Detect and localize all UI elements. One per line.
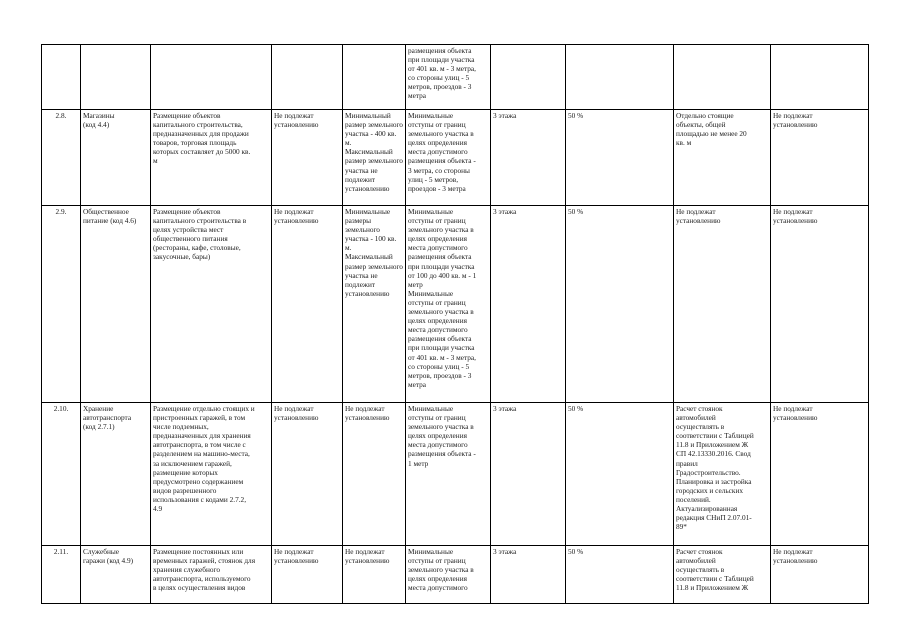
table-row [42,403,869,546]
zoning-regulations-table [41,44,869,604]
use-description-cell: Размещение отдельно стоящих и пристроенных гаражей, в том числе подземных, предназначенных для хранения автотранспорта, в том числе с разделением на машино-места, за исключением гаражей, размещение которых предусмотрено содержанием видов разрешенного использования с кодами 2.7.2, 4.9 [151,403,272,546]
use-name-cell: Магазины (код 4.4) [81,110,151,206]
use-description-cell: Размещение объектов капитального строительства в целях устройства мест общественного питания (рестораны, кафе, столовые, закусочные, бары) [151,206,272,403]
coverage-cell [566,45,674,110]
setbacks-cell: Минимальные отступы от границ земельного участка в целях определения места допустимого размещения объекта - 3 метра, со стороны улиц - 5 метров, проездов - 3 метра [406,110,491,206]
parking-cell: Отдельно стоящие объекты, общей площадью не менее 20 кв. м [674,110,771,206]
floors-cell [491,45,566,110]
restrictions-cell: Не подлежат установлению [771,546,869,604]
setbacks-cell: Минимальные отступы от границ земельного участка в целях определения места допустимого размещения объекта при площади участка от 100 до 400 кв. м - 1 метр Минимальные отступы от границ земельного участка в целях определения места допустимого размещения объекта при площади участка от 401 кв. м - 3 метра, со стороны улиц - 5 метров, проездов - 3 метра [406,206,491,403]
plot-size-cell: Не подлежат установлению [343,403,406,546]
table-row [42,45,869,110]
parking-cell: Расчет стоянок автомобилей осуществлять в соответствии с Таблицей 11.8 и Приложением Ж СП 42.13330.2016. Свод правил Градостроительство. Планировка и застройка городских и сельских поселений. Актуализированная редакция СНиП 2.07.01- 89* [674,403,771,546]
restrictions-cell: Не подлежат установлению [771,403,869,546]
setbacks-cell: Минимальные отступы от границ земельного участка в целях определения места допустимого размещения объекта - 1 метр [406,403,491,546]
floors-cell: 3 этажа [491,546,566,604]
restrictions-cell: Не подлежат установлению [771,110,869,206]
setbacks-cell: Минимальные отступы от границ земельного участка в целях определения места допустимого [406,546,491,604]
restrictions-cell: Не подлежат установлению [771,206,869,403]
table-row [42,546,869,604]
plot-size-cell: Минимальные размеры земельного участка - 100 кв. м. Максимальный размер земельного участка не подлежит установлению [343,206,406,403]
plot-size-cell: Не подлежат установлению [343,546,406,604]
setbacks-cell: размещения объекта при площади участка от 401 кв. м - 3 метра, со стороны улиц - 5 метров, проездов - 3 метра [406,45,491,110]
plot-size-cell: Минимальный размер земельного участка - 400 кв. м. Максимальный размер земельного участка не подлежит установлению [343,110,406,206]
coverage-cell: 50 % [566,110,674,206]
table-row [42,110,869,206]
use-description-cell: Размещение постоянных или временных гаражей, стоянок для хранения служебного автотранспорта, используемого в целях осуществления видов [151,546,272,604]
coverage-cell: 50 % [566,546,674,604]
max-area-cell: Не подлежат установлению [272,206,343,403]
row-number-cell: 2.9. [42,206,81,403]
max-area-cell: Не подлежат установлению [272,403,343,546]
floors-cell: 3 этажа [491,403,566,546]
table-row [42,206,869,403]
restrictions-cell [771,45,869,110]
use-description-cell: Размещение объектов капитального строительства, предназначенных для продажи товаров, торговая площадь которых составляет до 5000 кв. м [151,110,272,206]
use-name-cell: Служебные гаражи (код 4.9) [81,546,151,604]
use-name-cell [81,45,151,110]
row-number-cell: 2.8. [42,110,81,206]
parking-cell: Расчет стоянок автомобилей осуществлять в соответствии с Таблицей 11.8 и Приложением Ж [674,546,771,604]
row-number-cell: 2.11. [42,546,81,604]
row-number-cell: 2.10. [42,403,81,546]
parking-cell [674,45,771,110]
max-area-cell [272,45,343,110]
coverage-cell: 50 % [566,403,674,546]
row-number-cell [42,45,81,110]
use-name-cell: Хранение автотранспорта (код 2.7.1) [81,403,151,546]
parking-cell: Не подлежат установлению [674,206,771,403]
floors-cell: 3 этажа [491,110,566,206]
floors-cell: 3 этажа [491,206,566,403]
use-description-cell [151,45,272,110]
coverage-cell: 50 % [566,206,674,403]
use-name-cell: Общественное питание (код 4.6) [81,206,151,403]
plot-size-cell [343,45,406,110]
max-area-cell: Не подлежат установлению [272,546,343,604]
max-area-cell: Не подлежат установлению [272,110,343,206]
